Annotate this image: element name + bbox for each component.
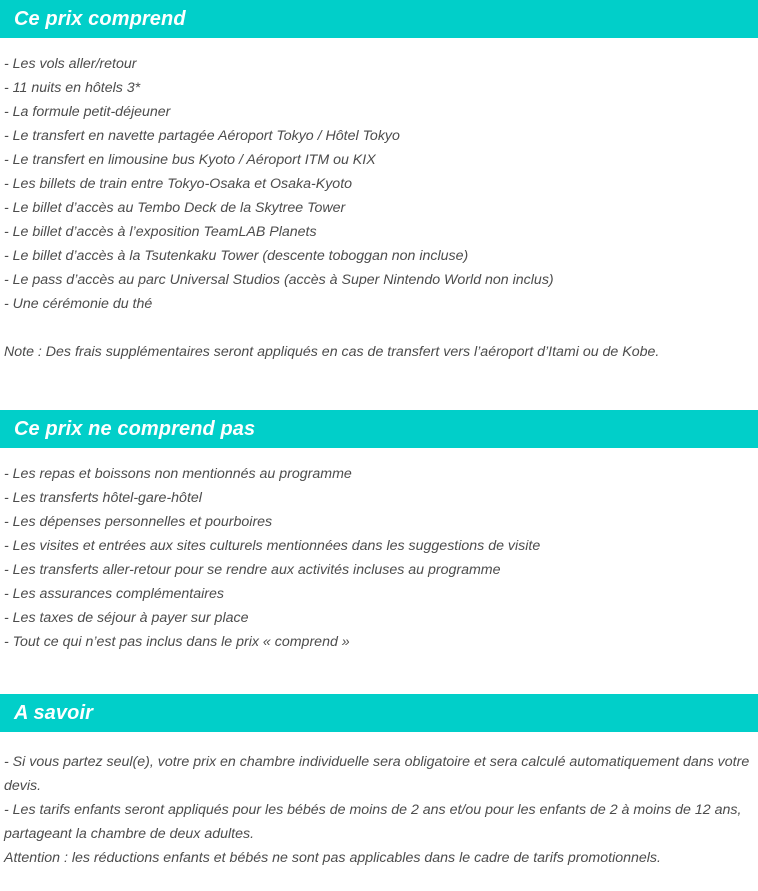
section-header-good-to-know <box>0 694 758 732</box>
section-title-good-to-know: A savoir <box>14 702 93 724</box>
list-item: - Les billets de train entre Tokyo-Osaka et Osaka-Kyoto <box>4 176 353 192</box>
list-item: - Les tarifs enfants seront appliqués pour les bébés de moins de 2 ans et/ou pour les enfants de 2 à moins de 12 ans, partageant la chambre de deux adultes. <box>4 802 742 842</box>
list-item: - Si vous partez seul(e), votre prix en chambre individuelle sera obligatoire et sera calculé automatiquement dans votre devis. <box>4 754 750 794</box>
list-item: - Les transferts hôtel-gare-hôtel <box>4 490 202 506</box>
spacer <box>0 732 758 750</box>
section-body-included <box>0 52 758 364</box>
list-item: - Tout ce qui n’est pas inclus dans le prix « comprend » <box>4 634 350 650</box>
list-item: - La formule petit-déjeuner <box>4 104 171 120</box>
section-title-included: Ce prix comprend <box>14 8 186 30</box>
list-item: - Les taxes de séjour à payer sur place <box>4 610 249 626</box>
spacer <box>2 316 756 340</box>
list-item: - Les visites et entrées aux sites culturels mentionnées dans les suggestions de visite <box>4 538 541 554</box>
spacer <box>0 654 758 694</box>
list-item: - Les transferts aller-retour pour se rendre aux activités incluses au programme <box>4 562 501 578</box>
list-item: - Les vols aller/retour <box>4 56 137 72</box>
section-header-not-included <box>0 410 758 448</box>
section-title-not-included: Ce prix ne comprend pas <box>14 418 256 440</box>
list-item: - Le billet d’accès au Tembo Deck de la Skytree Tower <box>4 200 346 216</box>
section-body-good-to-know <box>0 750 758 870</box>
list-item: - Les repas et boissons non mentionnés au programme <box>4 466 352 482</box>
spacer <box>0 38 758 52</box>
list-item: - Une cérémonie du thé <box>4 296 153 312</box>
list-item: - Le pass d’accès au parc Universal Studios (accès à Super Nintendo World non inclus) <box>4 272 554 288</box>
list-item: - Le transfert en navette partagée Aéroport Tokyo / Hôtel Tokyo <box>4 128 400 144</box>
spacer <box>0 364 758 410</box>
list-item: - Les dépenses personnelles et pourboires <box>4 514 273 530</box>
section-body-not-included <box>0 462 758 654</box>
spacer <box>0 448 758 462</box>
section-note-included: Note : Des frais supplémentaires seront appliqués en cas de transfert vers l’aéroport d’Itami ou de Kobe. <box>4 344 660 360</box>
section-header-included <box>0 0 758 38</box>
list-item: - Les assurances complémentaires <box>4 586 225 602</box>
list-item: - 11 nuits en hôtels 3* <box>4 80 141 96</box>
list-item: Attention : les réductions enfants et bébés ne sont pas applicables dans le cadre de tarifs promotionnels. <box>4 850 661 866</box>
list-item: - Le billet d’accès à l’exposition TeamLAB Planets <box>4 224 317 240</box>
list-item: - Le billet d’accès à la Tsutenkaku Tower (descente toboggan non incluse) <box>4 248 469 264</box>
list-item: - Le transfert en limousine bus Kyoto / Aéroport ITM ou KIX <box>4 152 376 168</box>
